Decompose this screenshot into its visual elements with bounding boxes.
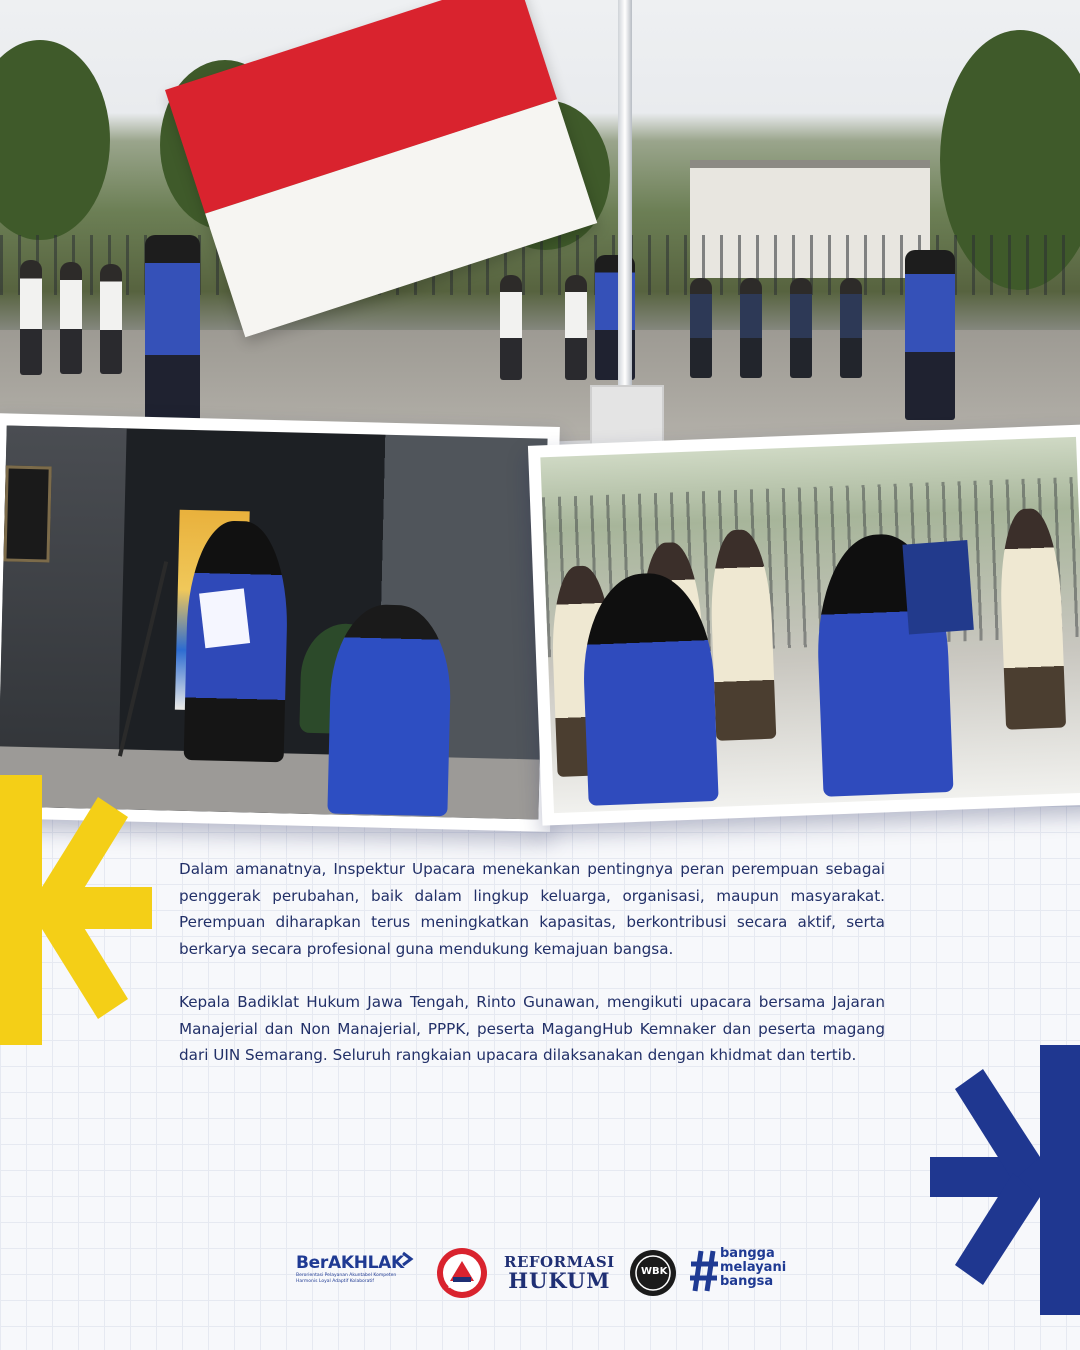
bangga-line2: melayani [720, 1260, 787, 1275]
photo-frame-left [0, 413, 560, 832]
photo-frame-right [528, 424, 1080, 825]
speaker-at-podium-photo [0, 425, 548, 819]
pasti-logo [436, 1247, 488, 1303]
pasti-label: PASTI [448, 1283, 468, 1290]
chevron-right-icon [399, 1251, 415, 1267]
bangga-text [720, 1247, 786, 1289]
hashtag-icon [689, 1249, 719, 1293]
footer-logos [296, 1245, 806, 1305]
reformasi-hukum-logo [504, 1255, 615, 1292]
participant [60, 262, 82, 374]
article-paragraph: Kepala Badiklat Hukum Jawa Tengah, Rinto Gunawan, mengikuti upacara bersama Jajaran Manajerial dan Non Manajerial, PPPK, peserta MagangHub Kemnaker dan peserta magang dari UIN Semarang. Seluruh rangkaian upacara dilaksanakan dengan khidmat dan tertib. [179, 993, 885, 1064]
participant [740, 278, 762, 378]
speech-paper [199, 588, 250, 648]
reformasi-line2: HUKUM [508, 1268, 611, 1293]
tree [0, 40, 110, 240]
bangga-line3: bangsa [720, 1274, 774, 1289]
yellow-asterisk-decoration [0, 775, 160, 1050]
blue-asterisk-decoration [925, 1045, 1080, 1320]
berakhlak-title: BerAKHLAK [296, 1253, 404, 1273]
building-sign [3, 465, 51, 562]
flag-bearer-left [145, 235, 200, 435]
officer-with-folder [327, 603, 452, 816]
participant [690, 278, 712, 378]
participant [790, 278, 812, 378]
oath-folder [902, 540, 973, 635]
participant [500, 275, 522, 380]
participant [20, 260, 42, 375]
berakhlak-logo [296, 1253, 416, 1285]
flag-bearer-right [905, 250, 955, 420]
wbk-logo [629, 1249, 677, 1301]
berakhlak-tagline: Berorientasi Pelayanan Akuntabel Kompeten Harmonis Loyal Adaptif Kolaboratif [296, 1273, 397, 1284]
participant [100, 264, 122, 374]
article-paragraph: Dalam amanatnya, Inspektur Upacara menekankan pentingnya peran perempuan sebagai penggerak perubahan, baik dalam lingkup keluarga, organisasi, maupun masyarakat. Perempuan diharapkan terus meningkatkan kapasitas, berkontribusi secara aktif, serta berkarya secara profesional guna mendukung kemajuan bangsa. [179, 860, 885, 958]
reading-oath-photo [540, 437, 1080, 813]
participant [840, 278, 862, 378]
microphone-stand [118, 561, 168, 756]
participant [565, 275, 587, 380]
wbk-label: WBK [641, 1266, 668, 1277]
flag-raising-ceremony-photo [0, 0, 1080, 470]
flag-pole [618, 0, 632, 400]
reformasi-line1: REFORMASI [504, 1253, 615, 1271]
article-body [179, 856, 885, 1096]
bangga-line1: bangga [720, 1246, 775, 1261]
